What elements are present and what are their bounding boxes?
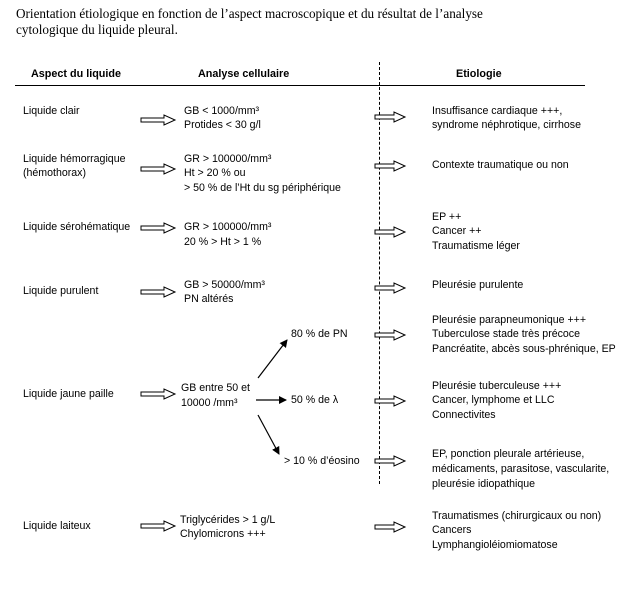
- analyse-laiteux-1: Triglycérides > 1 g/L: [180, 514, 276, 526]
- analyse-serohematique-2: 20 % > Ht > 1 %: [184, 236, 262, 248]
- etiologie-clair-1: Insuffisance cardiaque +++,: [432, 105, 563, 117]
- etiologie-clair-2: syndrome néphrotique, cirrhose: [432, 119, 581, 131]
- etiologie-lambda-1: Pleurésie tuberculeuse +++: [432, 380, 562, 392]
- analyse-jaune-1: GB entre 50 et: [181, 382, 250, 394]
- analyse-hemorragique-3: > 50 % de l’Ht du sg périphérique: [184, 182, 341, 194]
- etiologie-hemorragique-1: Contexte traumatique ou non: [432, 159, 569, 171]
- etiologie-serohematique-3: Traumatisme léger: [432, 240, 520, 252]
- aspect-hemorragique-1: Liquide hémorragique: [23, 153, 126, 165]
- header-aspect: Aspect du liquide: [31, 68, 121, 80]
- branch-label-eosino: > 10 % d’éosino: [284, 455, 360, 467]
- aspect-serohematique: Liquide sérohématique: [23, 221, 131, 233]
- aspect-hemorragique-2: (hémothorax): [23, 167, 86, 179]
- aspect-laiteux: Liquide laiteux: [23, 520, 91, 532]
- analyse-hemorragique-2: Ht > 20 % ou: [184, 167, 246, 179]
- etiologie-eosino-1: EP, ponction pleurale artérieuse,: [432, 448, 585, 460]
- analyse-purulent-1: GB > 50000/mm³: [184, 279, 265, 291]
- aspect-jaune: Liquide jaune paille: [23, 388, 114, 400]
- branch-label-lambda: 50 % de λ: [291, 394, 339, 406]
- aspect-clair: Liquide clair: [23, 105, 80, 117]
- aspect-purulent: Liquide purulent: [23, 285, 99, 297]
- analyse-laiteux-2: Chylomicrons +++: [180, 528, 266, 540]
- etiologie-eosino-3: pleurésie idiopathique: [432, 478, 536, 490]
- branch-arrow-eosino-icon: [258, 415, 279, 454]
- analyse-clair-1: GB < 1000/mm³: [184, 105, 260, 117]
- etiologie-laiteux-3: Lymphangioléiomiomatose: [432, 539, 558, 551]
- etiologie-serohematique-2: Cancer ++: [432, 225, 482, 237]
- analyse-purulent-2: PN altérés: [184, 293, 234, 305]
- etiologie-laiteux-1: Traumatismes (chirurgicaux ou non): [432, 510, 602, 522]
- etiologie-serohematique-1: EP ++: [432, 211, 462, 223]
- etiologie-purulent-1: Pleurésie purulente: [432, 279, 524, 291]
- analyse-serohematique-1: GR > 100000/mm³: [184, 221, 272, 233]
- etiologie-lambda-2: Cancer, lymphome et LLC: [432, 394, 555, 406]
- etiologie-pn-2: Tuberculose stade très précoce: [432, 328, 580, 340]
- analyse-clair-2: Protides < 30 g/l: [184, 119, 261, 131]
- etiologie-eosino-2: médicaments, parasitose, vascularite,: [432, 463, 610, 475]
- title-line-2: cytologique du liquide pleural.: [16, 22, 178, 37]
- branch-label-pn: 80 % de PN: [291, 328, 348, 340]
- analyse-hemorragique-1: GR > 100000/mm³: [184, 153, 272, 165]
- etiologie-laiteux-2: Cancers: [432, 524, 472, 536]
- header-analyse: Analyse cellulaire: [198, 68, 290, 80]
- title-line-1: Orientation étiologique en fonction de l’aspect macroscopique et du résultat de l’analyse: [16, 6, 483, 21]
- analyse-jaune-2: 10000 /mm³: [181, 397, 238, 409]
- etiologie-pn-3: Pancréatite, abcès sous-phrénique, EP: [432, 343, 616, 355]
- branch-arrow-pn-icon: [258, 340, 287, 378]
- header-etiologie: Etiologie: [456, 68, 502, 80]
- etiologie-pn-1: Pleurésie parapneumonique +++: [432, 314, 587, 326]
- etiologie-lambda-3: Connectivites: [432, 409, 496, 421]
